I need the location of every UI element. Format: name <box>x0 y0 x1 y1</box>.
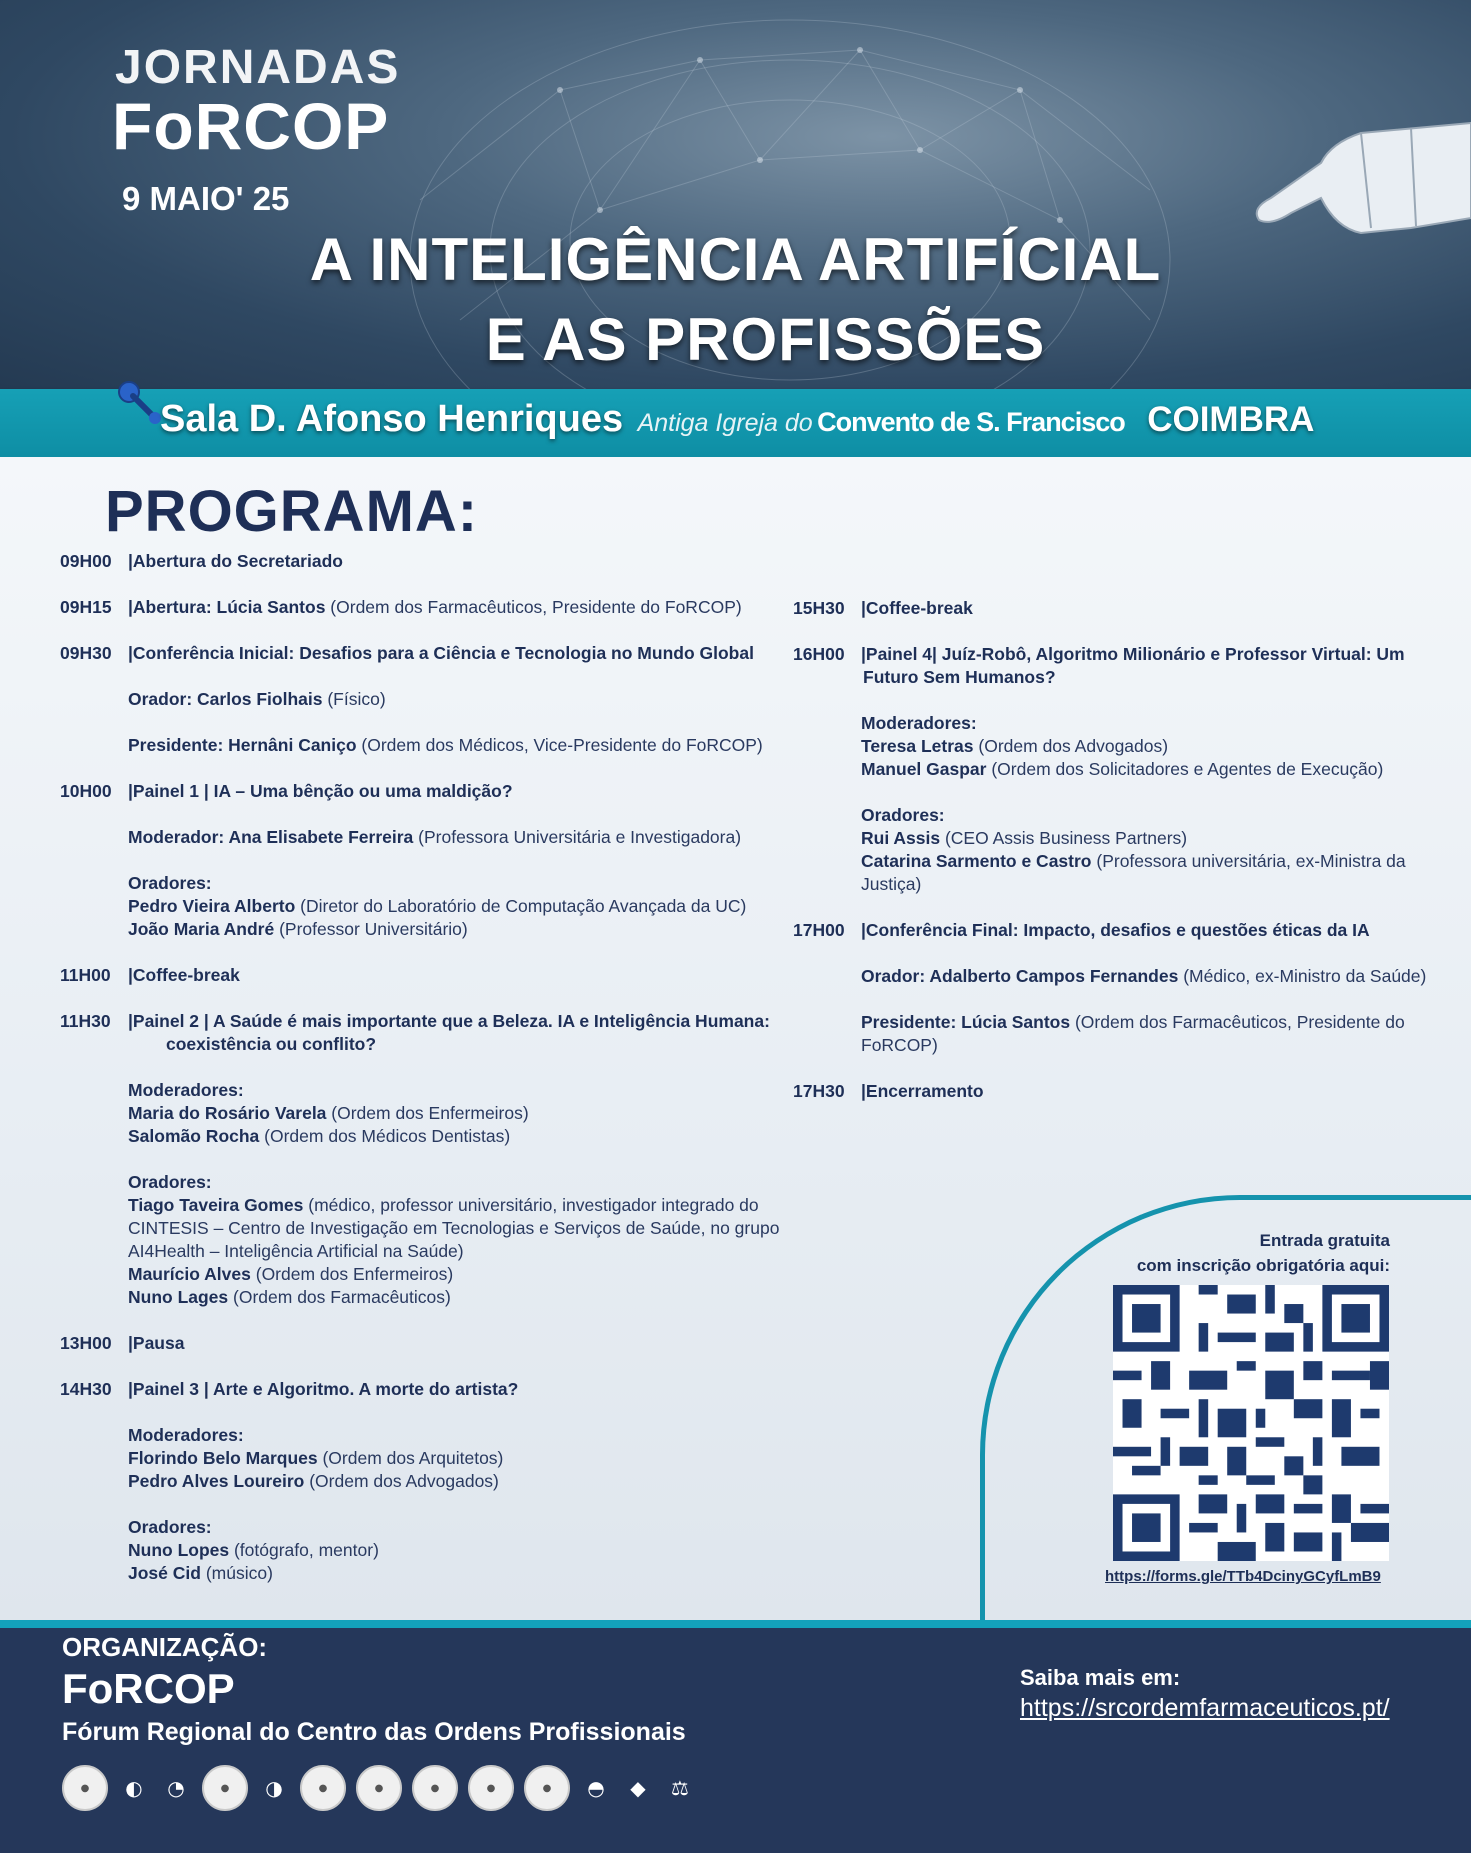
entry-title: |Conferência Final: Impacto, desafios e questões éticas da IA <box>861 920 1370 940</box>
venue-place: Convento de S. Francisco <box>817 407 1125 437</box>
registration-line2: com inscrição obrigatória aqui: <box>1136 1256 1390 1275</box>
economists-logo-icon: ◑ <box>265 1776 283 1800</box>
partner-seal-icon: ● <box>412 1765 458 1811</box>
entry-time: 14H30 <box>60 1379 112 1399</box>
registration-text <box>1070 1228 1390 1278</box>
organization-label: ORGANIZAÇÃO: <box>62 1632 268 1662</box>
speaker-detail: (Professora Universitária e Investigadora) <box>413 827 742 847</box>
entry-title: |Coffee-break <box>128 965 240 985</box>
entry-title: |Abertura do Secretariado <box>128 551 343 571</box>
program-entry <box>793 919 1433 942</box>
speaker-block <box>60 872 790 941</box>
theme-title-line2: E AS PROFISSÕES <box>485 306 1046 373</box>
notaries-logo-icon: ◓ <box>587 1776 605 1800</box>
registration-line1: Entrada gratuita <box>1259 1231 1390 1250</box>
partner-seal-icon: ● <box>356 1765 402 1811</box>
speaker-detail: (fotógrafo, mentor) <box>229 1540 379 1560</box>
biologists-logo-icon: ◔ <box>167 1776 185 1800</box>
program-entry <box>793 1080 1433 1103</box>
entry-title: |Encerramento <box>861 1081 984 1101</box>
speakers-label: Oradores: <box>128 873 212 893</box>
entry-title: |Conferência Inicial: Desafios para a Ciência e Tecnologia no Mundo Global <box>128 643 754 663</box>
entry-time: 09H30 <box>60 643 112 663</box>
entry-title: |Painel 4| Juíz-Robô, Algoritmo Milionário e Professor Virtual: Um <box>861 644 1405 664</box>
architects-logo-icon: ◐ <box>125 1776 143 1800</box>
entry-title: |Coffee-break <box>861 598 973 618</box>
speaker-detail: (Ordem dos Farmacêuticos, Presidente do FoRCOP) <box>861 1012 1405 1055</box>
speaker-block <box>60 1424 790 1493</box>
program-entry <box>60 1332 790 1355</box>
speaker-name: Pedro Vieira Alberto <box>128 896 296 916</box>
partner-seal-icon: ● <box>468 1765 514 1811</box>
speaker-detail: (Físico) <box>322 689 386 709</box>
entry-title-cont: coexistência ou conflito? <box>166 1034 377 1054</box>
speaker-name: Nuno Lopes <box>128 1540 230 1560</box>
speaker-role: Presidente: Hernâni Caniço <box>128 735 357 755</box>
program-entry <box>793 643 1433 689</box>
program-entry <box>60 1010 790 1056</box>
speaker-name: Maria do Rosário Varela <box>128 1103 327 1123</box>
entry-time: 11H00 <box>60 965 111 985</box>
entry-title: |Painel 2 | A Saúde é mais importante que a Beleza. IA e Inteligência Humana: <box>128 1011 770 1031</box>
speaker-role: Orador: Carlos Fiolhais <box>128 689 323 709</box>
event-title-forcop: FoRCOP <box>112 89 390 163</box>
program-title: PROGRAMA: <box>105 479 479 544</box>
speaker-name: Manuel Gaspar <box>861 759 987 779</box>
entry-time: 11H30 <box>60 1011 111 1031</box>
speaker-block <box>793 1011 1433 1057</box>
venue-line <box>160 398 1314 441</box>
entry-time: 17H30 <box>793 1081 845 1101</box>
partner-seal-icon: ● <box>300 1765 346 1811</box>
speaker-block <box>793 712 1433 781</box>
registration-link[interactable]: https://forms.gle/TTb4DcinyGCyfLmB9 <box>1105 1568 1381 1585</box>
program-entry <box>793 597 1433 620</box>
venue-place-light: Antiga Igreja do <box>637 409 813 437</box>
speaker-detail: (CEO Assis Business Partners) <box>940 828 1188 848</box>
speaker-name: Salomão Rocha <box>128 1126 260 1146</box>
speaker-detail: (Ordem dos Enfermeiros) <box>326 1103 529 1123</box>
program-left-column <box>60 550 790 1608</box>
entry-title-cont: Futuro Sem Humanos? <box>863 667 1056 687</box>
moderators-label: Moderadores: <box>861 713 977 733</box>
speaker-role: Orador: Adalberto Campos Fernandes <box>861 966 1179 986</box>
speaker-detail: (Ordem dos Advogados) <box>973 736 1169 756</box>
speaker-name: Teresa Letras <box>861 736 974 756</box>
entry-title: |Abertura: Lúcia Santos <box>128 597 326 617</box>
speaker-detail: (Ordem dos Advogados) <box>304 1471 499 1491</box>
entry-time: 15H30 <box>793 598 845 618</box>
entry-time: 10H00 <box>60 781 112 801</box>
partner-logos <box>62 1765 696 1811</box>
speaker-block <box>793 804 1433 896</box>
speaker-name: Florindo Belo Marques <box>128 1448 318 1468</box>
organization-full-name: Fórum Regional do Centro das Ordens Profissionais <box>62 1718 686 1746</box>
speaker-name: Maurício Alves <box>128 1264 251 1284</box>
speaker-detail: (médico, professor universitário, investigador integrado do CINTESIS – Centro de Investigação em Tecnologias e Serviços de Saúde, no grupo AI4Health – Inteligência Artificial na Saúde) <box>128 1195 780 1261</box>
speaker-name: Nuno Lages <box>128 1287 229 1307</box>
speaker-role: Presidente: Lúcia Santos <box>861 1012 1071 1032</box>
speaker-detail: (Ordem dos Médicos, Vice-Presidente do FoRCOP) <box>356 735 763 755</box>
speaker-detail: (Ordem dos Médicos Dentistas) <box>259 1126 511 1146</box>
speaker-block <box>60 734 790 757</box>
solicitors-logo-icon: ⚖ <box>671 1776 689 1800</box>
speaker-detail: (Ordem dos Solicitadores e Agentes de Execução) <box>986 759 1384 779</box>
speaker-block <box>60 1171 790 1309</box>
program-entry <box>60 596 790 619</box>
entry-title: |Painel 3 | Arte e Algoritmo. A morte do artista? <box>128 1379 519 1399</box>
speaker-name: Pedro Alves Loureiro <box>128 1471 305 1491</box>
more-info-label: Saiba mais em: <box>1020 1665 1181 1690</box>
speaker-detail: (músico) <box>200 1563 273 1583</box>
entry-detail: (Ordem dos Farmacêuticos, Presidente do FoRCOP) <box>325 597 742 617</box>
speaker-detail: (Professora universitária, ex-Ministra da Justiça) <box>861 851 1406 894</box>
entry-time: 09H15 <box>60 597 112 617</box>
speaker-detail: (Ordem dos Farmacêuticos) <box>228 1287 451 1307</box>
entry-time: 09H00 <box>60 551 112 571</box>
program-right-column <box>793 597 1433 1126</box>
speaker-role: Moderador: Ana Elisabete Ferreira <box>128 827 414 847</box>
speaker-name: Catarina Sarmento e Castro <box>861 851 1092 871</box>
forcop-logo: FoRCOP <box>62 1665 235 1712</box>
qr-code[interactable] <box>1113 1285 1389 1561</box>
speaker-block <box>60 1079 790 1148</box>
partner-seal-icon: ● <box>202 1765 248 1811</box>
entry-time: 17H00 <box>793 920 845 940</box>
theme-title-line1: A INTELIGÊNCIA ARTIFÍCIAL <box>309 226 1162 293</box>
program-entry <box>60 964 790 987</box>
entry-title: |Pausa <box>128 1333 185 1353</box>
speaker-block <box>793 965 1433 988</box>
moderators-label: Moderadores: <box>128 1080 244 1100</box>
speaker-name: Tiago Taveira Gomes <box>128 1195 304 1215</box>
speaker-block <box>60 688 790 711</box>
program-entry <box>60 780 790 803</box>
speaker-detail: (Médico, ex-Ministro da Saúde) <box>1178 966 1427 986</box>
partner-seal-icon: ● <box>524 1765 570 1811</box>
venue-city: COIMBRA <box>1147 400 1315 439</box>
event-title-line1: JORNADAS <box>115 41 401 94</box>
speaker-name: Rui Assis <box>861 828 941 848</box>
speakers-label: Oradores: <box>128 1172 212 1192</box>
program-entry <box>60 642 790 665</box>
entry-time: 16H00 <box>793 644 845 664</box>
speakers-label: Oradores: <box>861 805 945 825</box>
program-entry <box>60 1378 790 1401</box>
event-date: 9 MAIO' 25 <box>122 180 290 217</box>
speaker-detail: (Professor Universitário) <box>274 919 468 939</box>
moderators-label: Moderadores: <box>128 1425 244 1445</box>
speaker-block <box>60 1516 790 1585</box>
more-info-link[interactable]: https://srcordemfarmaceuticos.pt/ <box>1020 1694 1390 1722</box>
speaker-name: João Maria André <box>128 919 275 939</box>
psychologists-logo-icon: ◆ <box>630 1776 646 1800</box>
entry-time: 13H00 <box>60 1333 112 1353</box>
partner-seal-icon: ● <box>62 1765 108 1811</box>
pushpin-icon <box>115 378 165 428</box>
entry-title: |Painel 1 | IA – Uma bênção ou uma maldição? <box>128 781 513 801</box>
speaker-detail: (Diretor do Laboratório de Computação Avançada da UC) <box>295 896 747 916</box>
speaker-detail: (Ordem dos Arquitetos) <box>317 1448 504 1468</box>
speakers-label: Oradores: <box>128 1517 212 1537</box>
speaker-detail: (Ordem dos Enfermeiros) <box>250 1264 454 1284</box>
speaker-block <box>60 826 790 849</box>
venue-room: Sala D. Afonso Henriques <box>160 398 624 440</box>
speaker-name: José Cid <box>128 1563 201 1583</box>
program-entry <box>60 550 790 573</box>
